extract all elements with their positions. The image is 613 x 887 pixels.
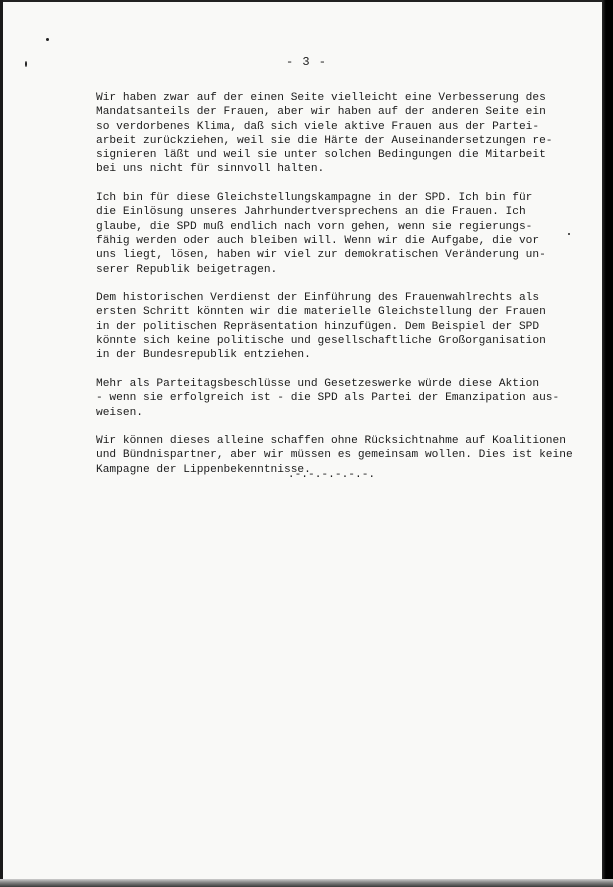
- text-line: Wir haben zwar auf der einen Seite vielleicht eine Verbesserung des: [96, 92, 546, 104]
- scan-border-right: [602, 0, 613, 887]
- text-line: signieren läßt und weil sie unter solchen Bedingungen die Mitarbeit: [96, 149, 546, 162]
- text-line: Dem historischen Verdienst der Einführung des Frauenwahlrechts als: [96, 292, 540, 305]
- text-line: glaube, die SPD muß endlich nach vorn gehen, wenn sie regierungs-: [96, 220, 533, 233]
- text-line: Mehr als Parteitagsbeschlüsse und Gesetzeswerke würde diese Aktion: [96, 377, 540, 390]
- scan-border-top: [0, 0, 613, 2]
- text-line: Wir können dieses alleine schaffen ohne Rücksichtnahme auf Koalitionen: [96, 435, 566, 448]
- end-separator: .-.-.-.-.-.-.: [287, 469, 376, 481]
- text-line: bei uns nicht für sinnvoll halten.: [96, 163, 325, 176]
- text-line: uns liegt, lösen, haben wir viel zur demokratischen Veränderung un-: [96, 249, 546, 262]
- text-line: Ich bin für diese Gleichstellungskampagne in der SPD. Ich bin für: [96, 192, 533, 205]
- text-line: fähig werden oder auch bleiben will. Wenn wir die Aufgabe, die vor: [96, 234, 540, 247]
- text-line: serer Republik beigetragen.: [96, 263, 278, 276]
- scan-border-bottom: [0, 879, 613, 887]
- text-line: weisen.: [96, 406, 143, 419]
- text-line: ersten Schritt könnten wir die materielle Gleichstellung der Frauen: [96, 306, 546, 319]
- document-body: [96, 91, 573, 491]
- scan-border-left: [0, 0, 3, 887]
- text-line: arbeit zurückziehen, weil sie die Härte der Auseinandersetzungen re-: [96, 134, 553, 147]
- paragraph: [96, 91, 566, 177]
- text-line: so verdorbenes Klima, daß sich viele aktive Frauen aus der Partei-: [96, 120, 540, 133]
- text-line: könnte sich keine politische und gesellschaftliche Großorganisation: [96, 335, 546, 348]
- page-number: - 3 -: [285, 55, 327, 69]
- text-line: und Bündnispartner, aber wir müssen es gemeinsam wollen. Dies ist keine: [96, 449, 573, 462]
- scan-speck: [46, 38, 49, 41]
- paragraph: [96, 291, 566, 362]
- paragraph: [96, 377, 566, 420]
- text-line: die Einlösung unseres Jahrhundertversprechens an die Frauen. Ich: [96, 206, 526, 219]
- text-line: in der Bundesrepublik entziehen.: [96, 349, 311, 362]
- text-line: in der politischen Repräsentation hinzufügen. Dem Beispiel der SPD: [96, 320, 540, 333]
- text-line: Mandatsanteils der Frauen, aber wir haben auf der anderen Seite ein: [96, 106, 546, 119]
- paragraph: [96, 191, 566, 277]
- text-line: Kampagne der Lippenbekenntnisse.: [96, 463, 311, 476]
- text-line: - wenn sie erfolgreich ist - die SPD als Partei der Emanzipation aus-: [96, 392, 560, 405]
- scan-speck: [568, 233, 570, 235]
